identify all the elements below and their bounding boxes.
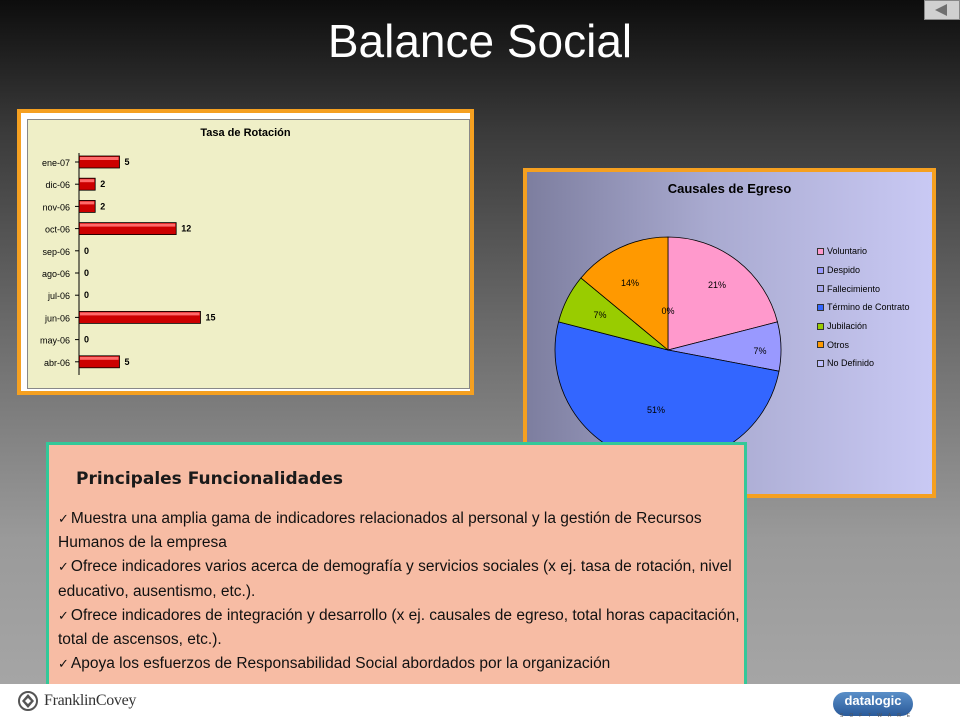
- slide-title: Balance Social: [327, 15, 633, 67]
- legend-label: Otros: [827, 339, 850, 350]
- y-tick-label: abr-06: [43, 357, 70, 368]
- franklincovey-emblem-icon: [18, 691, 38, 711]
- legend-swatch: [817, 323, 824, 330]
- legend-swatch: [817, 267, 824, 274]
- data-label: 5: [124, 356, 130, 367]
- footer-bar: [0, 684, 960, 720]
- features-list: [58, 507, 744, 676]
- features-panel: [46, 442, 747, 694]
- slice-label: 51%: [646, 405, 666, 415]
- y-tick-label: jun-06: [44, 313, 70, 324]
- slice-label: 7%: [593, 310, 607, 320]
- data-label: 5: [124, 157, 130, 167]
- list-item: ✓ Ofrece indicadores varios acerca de demografía y servicios sociales (x ej. tasa de rotación, nivel educativo, ausentismo, etc.).: [58, 558, 732, 600]
- y-tick-label: sep-06: [42, 246, 70, 257]
- legend-label: Jubilación: [827, 321, 868, 332]
- legend-swatch: [817, 304, 824, 311]
- legend-entry: [817, 298, 910, 317]
- bar-highlight: [80, 357, 119, 360]
- bar-highlight: [80, 201, 94, 204]
- checkmark-icon: ✓: [58, 511, 69, 526]
- data-label: 2: [100, 201, 106, 212]
- checkmark-icon: ✓: [58, 656, 69, 672]
- y-tick-label: oct-06: [44, 224, 70, 235]
- y-tick-label: nov-06: [42, 202, 70, 213]
- bar-chart-svg: [21, 113, 470, 391]
- legend-swatch: [817, 285, 824, 292]
- slice-label: 21%: [707, 280, 727, 290]
- y-tick-label: may-06: [39, 335, 70, 346]
- legend-label: Fallecimiento: [827, 283, 881, 294]
- legend-label: No Definido: [827, 358, 875, 369]
- y-tick-label: ene-07: [41, 158, 70, 168]
- data-label: 0: [84, 290, 90, 301]
- features-heading: Principales Funcionalidades: [76, 469, 343, 489]
- checkmark-icon: ✓: [58, 559, 69, 575]
- checkmark-icon: ✓: [58, 607, 69, 623]
- bar-highlight: [80, 179, 94, 182]
- data-label: 12: [181, 223, 192, 234]
- legend-entry: [817, 335, 910, 354]
- legend-label: Voluntario: [827, 246, 868, 257]
- data-label: 0: [84, 245, 90, 256]
- bar-highlight: [80, 157, 119, 160]
- slice-label: 14%: [620, 278, 640, 288]
- list-item: ✓ Ofrece indicadores de integración y desarrollo (x ej. causales de egreso, total horas capacitación, total de ascensos, etc.).: [58, 606, 740, 649]
- legend-entry: [817, 279, 910, 298]
- data-label: 15: [205, 312, 216, 323]
- data-label: 0: [84, 268, 90, 278]
- bar-highlight: [80, 312, 200, 315]
- legend-entry: [817, 261, 910, 280]
- slice-label: 0%: [661, 306, 675, 316]
- y-tick-label: dic-06: [45, 180, 70, 191]
- pie-legend: [817, 242, 910, 373]
- pie-chart-title: Causales de Egreso: [667, 181, 792, 196]
- list-item: ✓ Muestra una amplia gama de indicadores relacionados al personal y la gestión de Recursos Humanos de la empresa: [58, 510, 702, 552]
- legend-entry: [817, 317, 910, 336]
- legend-entry: [817, 242, 910, 261]
- legend-swatch: [817, 341, 824, 348]
- arrow-left-icon: [931, 3, 953, 17]
- datalogic-logo: datalogic: [833, 692, 913, 716]
- y-tick-label: jul-06: [47, 291, 70, 302]
- legend-entry: [817, 354, 910, 373]
- data-label: 2: [100, 179, 106, 190]
- legend-label: Término de Contrato: [827, 302, 910, 313]
- data-label: 0: [84, 334, 90, 345]
- turnover-bar-chart: [17, 109, 474, 395]
- bar-highlight: [80, 224, 175, 227]
- franklincovey-logo: FranklinCovey: [18, 691, 136, 711]
- list-item: ✓ Apoya los esfuerzos de Responsabilidad Social abordados por la organización: [58, 655, 611, 673]
- bar-chart-title: Tasa de Rotación: [200, 127, 291, 139]
- legend-swatch: [817, 248, 824, 255]
- back-button[interactable]: [924, 0, 960, 20]
- legend-label: Despido: [827, 265, 861, 276]
- slice-label: 7%: [753, 346, 767, 356]
- y-tick-label: ago-06: [41, 269, 70, 279]
- legend-swatch: [817, 360, 824, 367]
- datalogic-subtitle: SOFTWARE: [840, 713, 917, 719]
